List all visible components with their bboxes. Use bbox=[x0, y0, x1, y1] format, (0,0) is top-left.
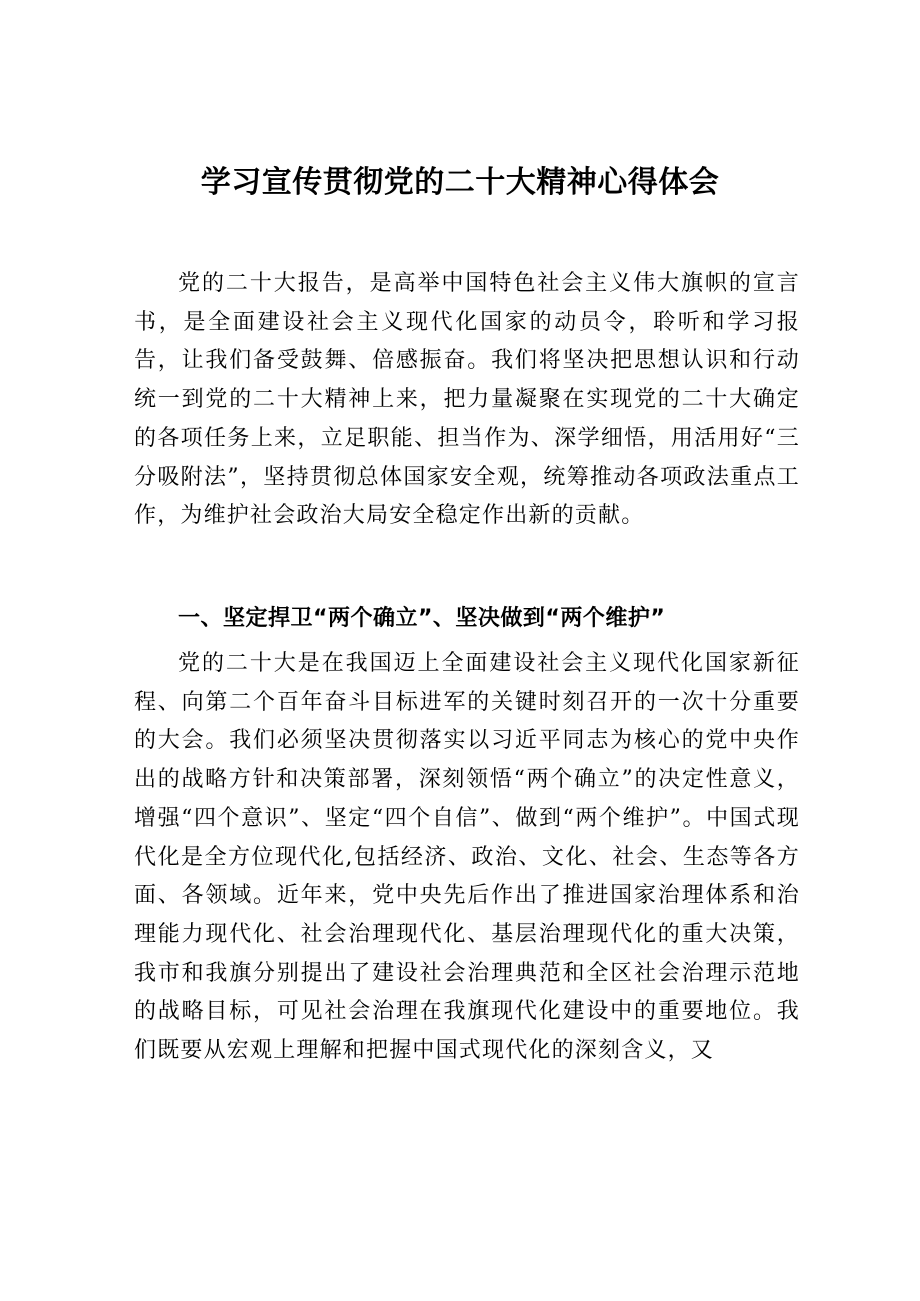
intro-paragraph: 党的二十大报告，是高举中国特色社会主义伟大旗帜的宣言书，是全面建设社会主义现代化国家的动员令，聆听和学习报告，让我们备受鼓舞、倍感振奋。我们将坚决把思想认识和行动统一到党的二十大精神上来，把力量凝聚在实现党的二十大确定的各项任务上来，立足职能、担当作为、深学细悟，用活用好“三分吸附法”，坚持贯彻总体国家安全观，统筹推动各项政法重点工作，为维护社会政治大局安全稳定作出新的贡献。 bbox=[134, 271, 800, 529]
document-title: 学习宣传贯彻党的二十大精神心得体会 bbox=[200, 165, 720, 200]
section-paragraph: 党的二十大是在我国迈上全面建设社会主义现代化国家新征程、向第二个百年奋斗目标进军的关键时刻召开的一次十分重要的大会。我们必须坚决贯彻落实以习近平同志为核心的党中央作出的战略方针和决策部署，深刻领悟“两个确立”的决定性意义，增强“四个意识”、坚定“四个自信”、做到“两个维护”。中国式现代化是全方位现代化,包括经济、政治、文化、社会、生态等各方面、各领域。近年来，党中央先后作出了推进国家治理体系和治理能力现代化、社会治理现代化、基层治理现代化的重大决策，我市和我旗分别提出了建设社会治理典范和全区社会治理示范地的战略目标，可见社会治理在我旗现代化建设中的重要地位。我们既要从宏观上理解和把握中国式现代化的深刻含义，又 bbox=[134, 651, 800, 1064]
section-heading: 一、坚定捍卫“两个确立”、坚决做到“两个维护” bbox=[178, 606, 666, 631]
